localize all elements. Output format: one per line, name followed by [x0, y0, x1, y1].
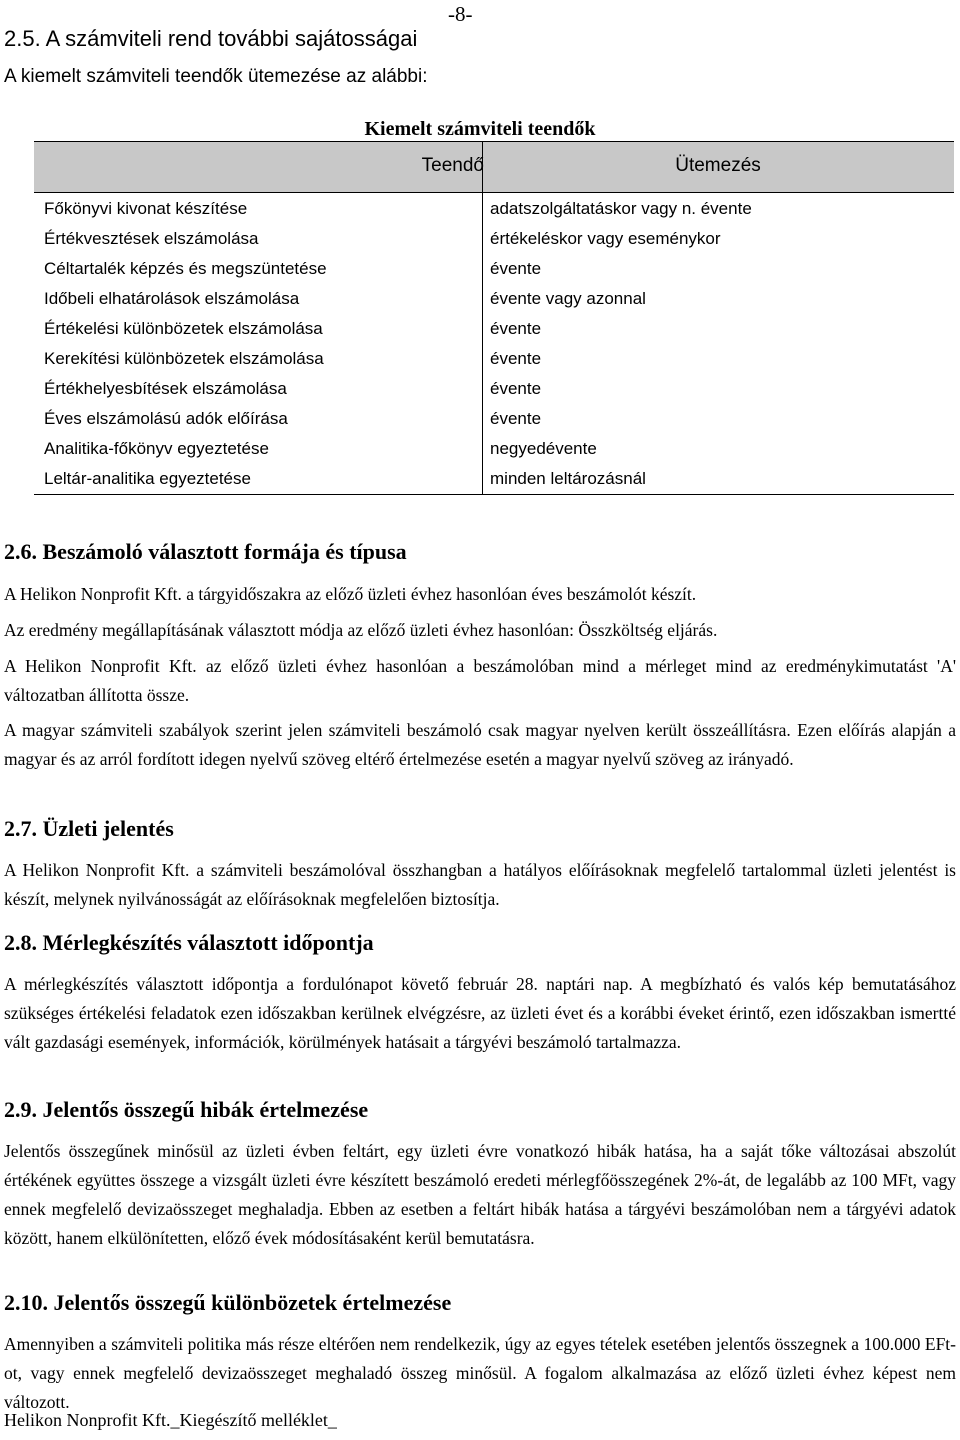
section-intro-text: A kiemelt számviteli teendők ütemezése az alábbi: [4, 66, 428, 87]
table-cell-schedule: adatszolgáltatáskor vagy n. évente [490, 199, 752, 218]
table-row [34, 252, 954, 282]
table-cell-task: Időbeli elhatárolások elszámolása [44, 289, 300, 308]
section-heading-2-9: 2.9. Jelentős összegű hibák értelmezése [4, 1097, 369, 1122]
table-row [34, 282, 954, 312]
table-cell-task: Főkönyvi kivonat készítése [44, 199, 248, 218]
table-row [34, 342, 954, 372]
section-heading-2-10: 2.10. Jelentős összegű különbözetek értelmezése [4, 1290, 452, 1315]
paragraph: A Helikon Nonprofit Kft. a tárgyidőszakra az előző üzleti évhez hasonlóan éves beszámolót készít. [4, 584, 697, 604]
table-cell-schedule: évente [490, 319, 542, 338]
section-heading-2-6: 2.6. Beszámoló választott formája és típusa [4, 539, 407, 564]
page-number: -8- [448, 2, 473, 26]
paragraph: Jelentős összegűnek minősül az üzleti évben feltárt, egy üzleti évre vonatkozó hibák hatása, ha a saját tőke változásai abszolút értékének együttes összege a vizsgált üzleti évre készített beszámoló eredeti mérlegfőösszegének 2%-át, de legalább az 100 MFt, vagy ennek megfelelő devizaösszeget meghaladja. Ebben az esetben a feltárt hibák hatása a tárgyévi beszámolóban nem a tárgyévi adatok között, hanem elkülönítetten, előző évek módosításaként kerül bemutatásra. [4, 1141, 956, 1248]
table-cell-task: Céltartalék képzés és megszüntetése [44, 259, 327, 278]
table-body [34, 192, 954, 495]
section-heading-2-7: 2.7. Üzleti jelentés [4, 816, 174, 841]
table-cell-task: Éves elszámolású adók előírása [44, 409, 288, 428]
table-cell-schedule: évente vagy azonnal [490, 289, 646, 308]
section-heading-2-8: 2.8. Mérlegkészítés választott időpontja [4, 930, 374, 955]
table-cell-task: Kerekítési különbözetek elszámolása [44, 349, 324, 368]
table-cell-schedule: évente [490, 259, 542, 278]
paragraph: Amennyiben a számviteli politika más része eltérően nem rendelkezik, úgy az egyes tételek esetében jelentős összegnek a 100.000 EFt-ot, vagy ennek megfelelő devizaösszeget meghaladó összeg minősül. A fogalom alkalmazása az előző üzleti évhez képest nem változott. [4, 1334, 956, 1412]
section-heading-2-5: 2.5. A számviteli rend további sajátosságai [4, 26, 418, 51]
table-cell-schedule: minden leltározásnál [490, 469, 646, 488]
table-row [34, 192, 954, 222]
table-cell-task: Értékvesztések elszámolása [44, 229, 259, 248]
paragraph: Az eredmény megállapításának választott módja az előző üzleti évhez hasonlóan: Összköltség eljárás. [4, 620, 718, 640]
page-footer: Helikon Nonprofit Kft._Kiegészítő melléklet_ [4, 1410, 337, 1430]
table-row [34, 222, 954, 252]
table-row [34, 462, 954, 492]
paragraph: A Helikon Nonprofit Kft. az előző üzleti évhez hasonlóan a beszámolóban mind a mérleget mind az eredménykimutatást 'A' változatban állította össze. [4, 656, 956, 705]
table-cell-task: Értékelési különbözetek elszámolása [44, 319, 323, 338]
table-cell-schedule: értékeléskor vagy eseménykor [490, 229, 721, 248]
paragraph: A mérlegkészítés választott időpontja a fordulónapot követő február 28. naptári nap. A megbízható és valós kép bemutatásához szükséges értékelési feladatok ezen időszakban kerülnek elvégzésre, az üzleti évet és a korábbi éveket érintő, ezen időszakban ismertté vált gazdasági események, információk, körülmények hatásait a tárgyévi beszámoló tartalmazza. [4, 974, 956, 1052]
table-cell-task: Értékhelyesbítések elszámolása [44, 379, 287, 398]
table-header-task: Teendő [421, 155, 484, 176]
table-row [34, 402, 954, 432]
table-caption: Kiemelt számviteli teendők [364, 118, 596, 140]
table-cell-task: Analitika-főkönyv egyeztetése [44, 439, 269, 458]
paragraph: A Helikon Nonprofit Kft. a számviteli beszámolóval összhangban a hatályos előírásoknak megfelelő tartalommal üzleti jelentést is készít, melynek nyilvánosságát az előírásoknak megfelelően biztosítja. [4, 860, 956, 909]
paragraph: A magyar számviteli szabályok szerint jelen számviteli beszámoló csak magyar nyelven került összeállításra. Ezen előírás alapján a magyar és az arról fordított idegen nyelvű szöveg eltérő értelmezése esetén a magyar nyelvű szöveg az irányadó. [4, 720, 956, 769]
table-row [34, 372, 954, 402]
table-cell-schedule: évente [490, 379, 542, 398]
table-cell-schedule: évente [490, 349, 542, 368]
table-header-schedule: Ütemezés [675, 155, 761, 176]
table-cell-schedule: évente [490, 409, 542, 428]
table-cell-schedule: negyedévente [490, 439, 597, 458]
table-cell-task: Leltár-analitika egyeztetése [44, 469, 251, 488]
table-header [34, 141, 954, 193]
table-row [34, 312, 954, 342]
table-row [34, 432, 954, 462]
